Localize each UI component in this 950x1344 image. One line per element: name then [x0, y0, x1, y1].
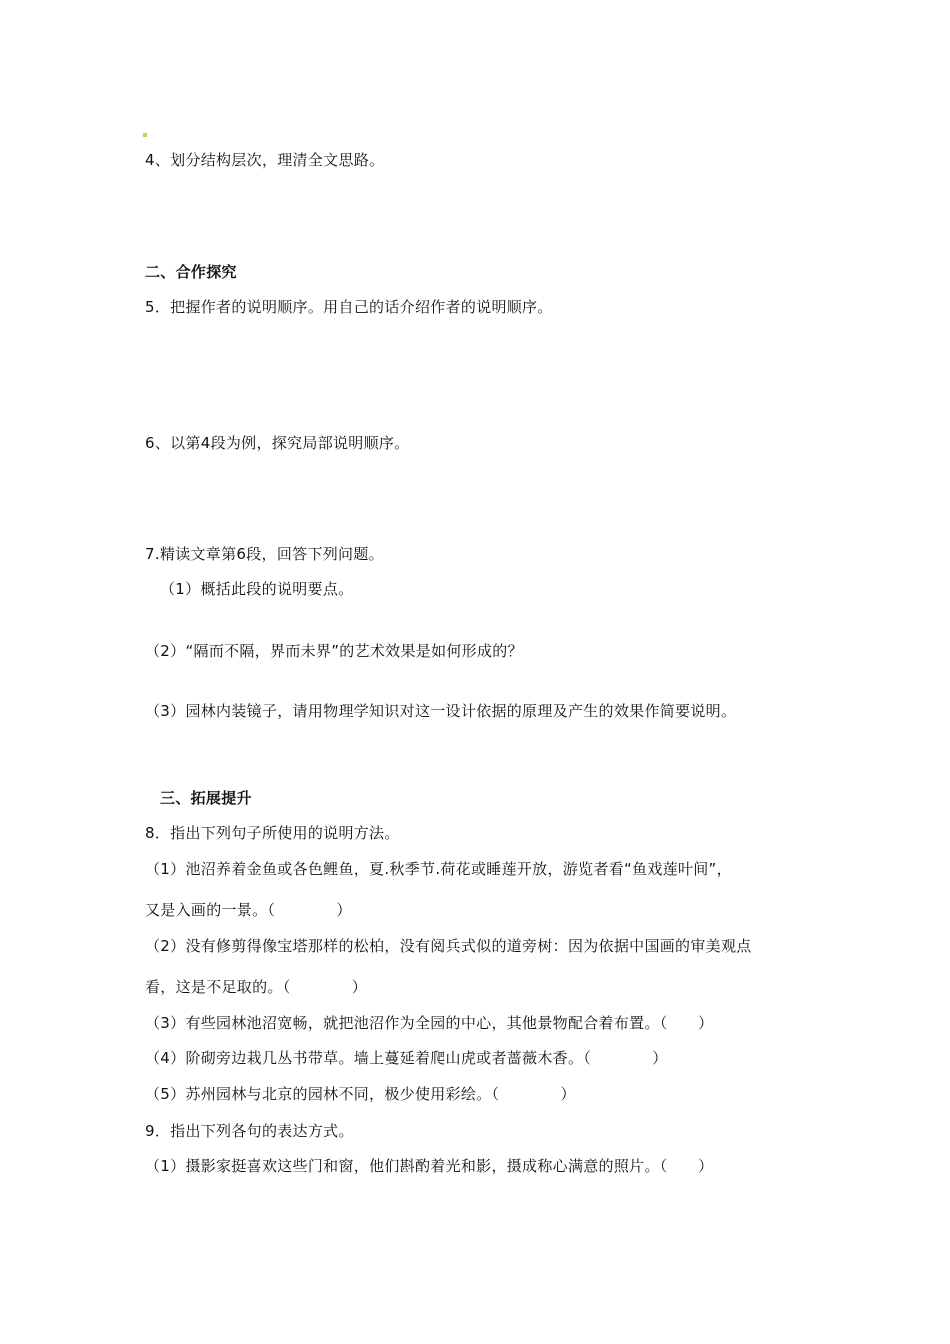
question-9-item-1: （1）摄影家挺喜欢这些门和窗，他们斟酌着光和影，摄成称心满意的照片。（ ）	[145, 1157, 714, 1175]
question-8-item-1-line-2: 又是入画的一景。（ ）	[145, 901, 352, 919]
question-5: 5．把握作者的说明顺序。用自己的话介绍作者的说明顺序。	[145, 298, 553, 316]
question-8-item-1-line-1: （1）池沼养着金鱼或各色鲤鱼，夏.秋季节.荷花或睡莲开放，游览者看“鱼戏莲叶间”，	[145, 860, 732, 878]
section-heading-extension: 三、拓展提升	[160, 789, 252, 807]
question-9: 9．指出下列各句的表达方式。	[145, 1122, 354, 1140]
question-7: 7.精读文章第6段，回答下列问题。	[145, 545, 384, 563]
section-heading-cooperative-inquiry: 二、合作探究	[145, 263, 237, 281]
question-4: 4、划分结构层次，理清全文思路。	[145, 151, 385, 169]
question-7-part-2: （2）“隔而不隔，界而未界”的艺术效果是如何形成的？	[145, 642, 523, 660]
scan-mark	[143, 133, 147, 137]
question-8-item-2-line-2: 看，这是不足取的。（ ）	[145, 978, 368, 996]
question-7-part-3: （3）园林内装镜子，请用物理学知识对这一设计依据的原理及产生的效果作简要说明。	[145, 702, 737, 720]
question-8-item-3: （3）有些园林池沼宽畅，就把池沼作为全园的中心，其他景物配合着布置。（ ）	[145, 1014, 714, 1032]
question-6: 6、以第4段为例，探究局部说明顺序。	[145, 434, 410, 452]
question-7-part-1: （1）概括此段的说明要点。	[160, 580, 354, 598]
question-8-item-4: （4）阶砌旁边栽几丛书带草。墙上蔓延着爬山虎或者蔷薇木香。（ ）	[145, 1049, 668, 1067]
question-8-item-5: （5）苏州园林与北京的园林不同，极少使用彩绘。（ ）	[145, 1085, 576, 1103]
question-8: 8．指出下列句子所使用的说明方法。	[145, 824, 400, 842]
question-8-item-2-line-1: （2）没有修剪得像宝塔那样的松柏，没有阅兵式似的道旁树：因为依据中国画的审美观点	[145, 937, 752, 955]
